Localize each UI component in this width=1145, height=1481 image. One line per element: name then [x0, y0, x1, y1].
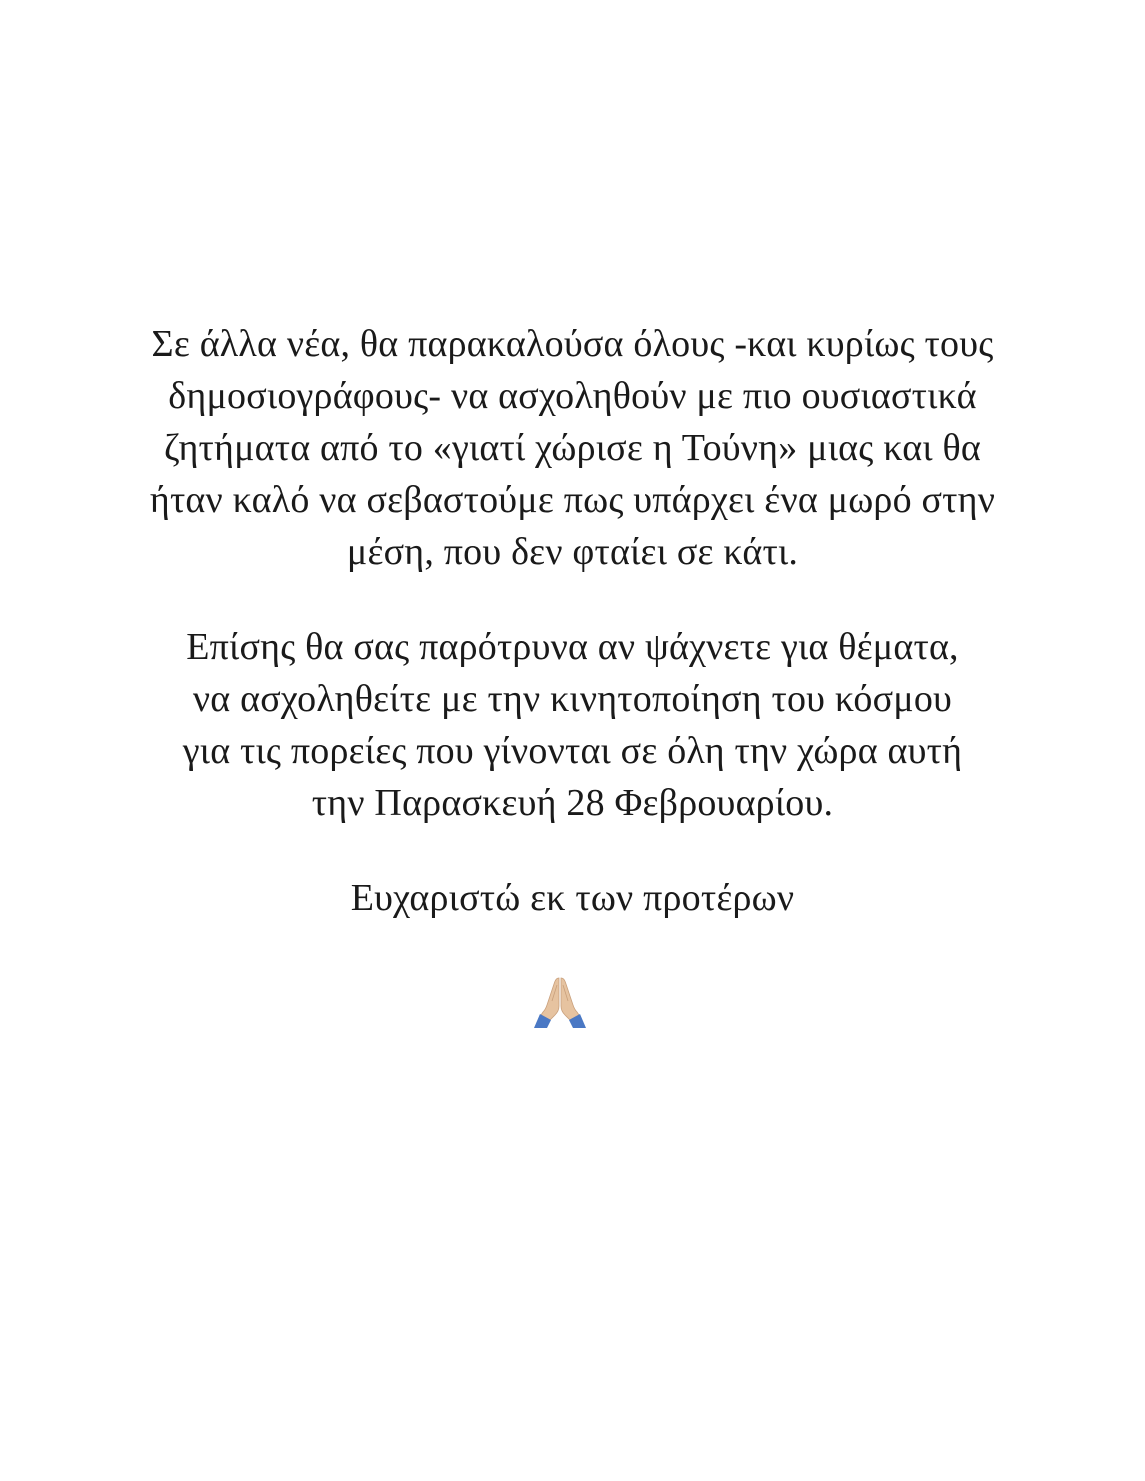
- text-line: ήταν καλό να σεβαστούμε πως υπάρχει ένα μωρό στην: [149, 479, 996, 521]
- text-line: να ασχοληθείτε με την κινητοποίηση του κόσμου: [192, 678, 953, 720]
- text-line: την Παρασκευή 28 Φεβρουαρίου.: [311, 782, 834, 824]
- paragraph-request: [0, 318, 1145, 578]
- text-line: ζητήματα από το «γιατί χώρισε η Τούνη» μιας και θα: [164, 427, 981, 469]
- text-line: για τις πορείες που γίνονται σε όλη την χώρα αυτή: [182, 730, 963, 772]
- text-line: Σε άλλα νέα, θα παρακαλούσα όλους -και κυρίως τους: [151, 323, 994, 365]
- text-line: δημοσιογράφους- να ασχοληθούν με πιο ουσιαστικά: [168, 375, 977, 417]
- text-line: Επίσης θα σας παρότρυνα αν ψάχνετε για θέματα,: [186, 626, 959, 668]
- paragraph-protest: [0, 621, 1145, 829]
- paragraph-thanks: [0, 872, 1145, 924]
- text-line: Ευχαριστώ εκ των προτέρων: [350, 877, 795, 919]
- text-line: μέση, που δεν φταίει σε κάτι.: [346, 531, 799, 573]
- folded-hands-icon: [533, 975, 587, 1029]
